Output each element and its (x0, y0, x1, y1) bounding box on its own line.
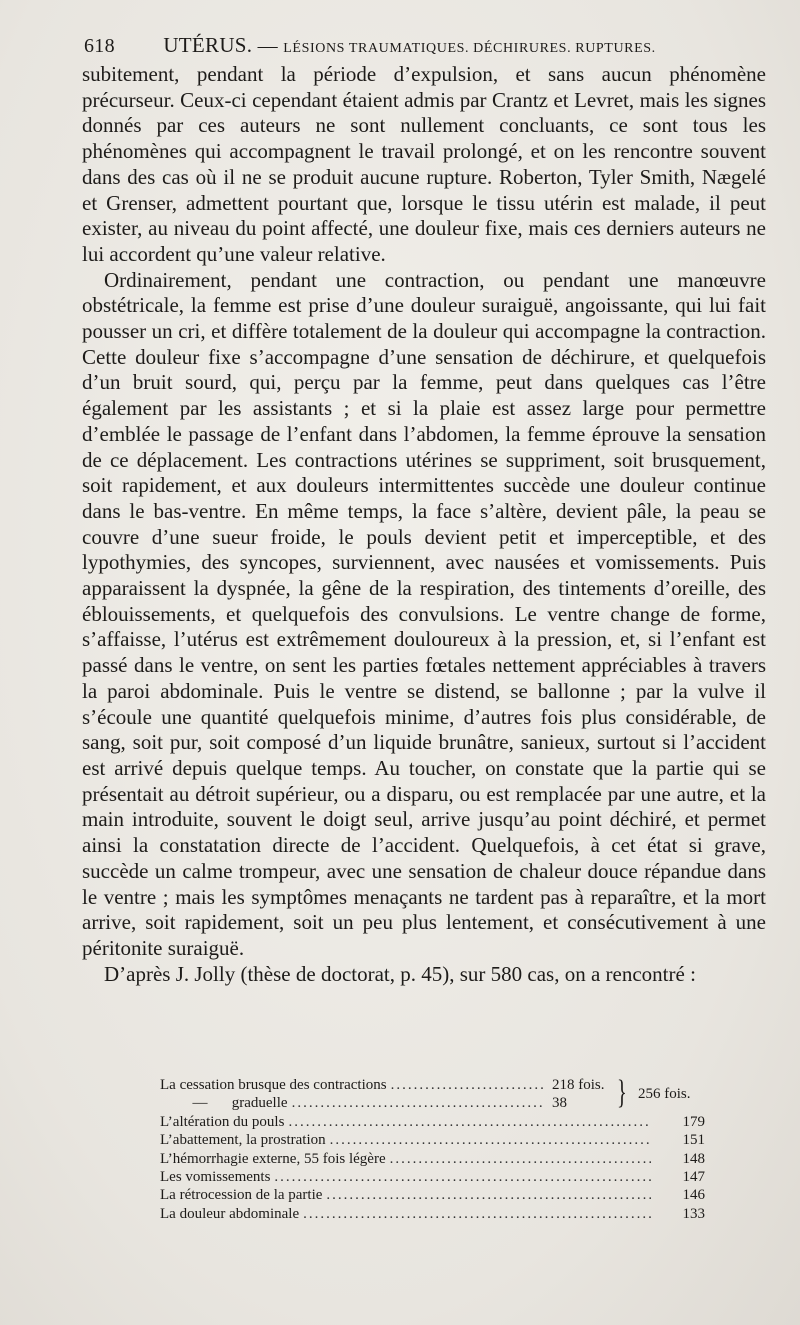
row-value: 148 (682, 1150, 705, 1167)
paragraph: D’après J. Jolly (thèse de doctorat, p. 45), sur 580 cas, on a rencontré : (104, 961, 696, 986)
header-separator: — (257, 35, 278, 57)
running-title: UTÉRUS. (163, 33, 253, 57)
row-value: 218 fois. (552, 1077, 605, 1093)
row-label: La douleur abdominale (160, 1205, 300, 1222)
leader-dots (288, 1113, 651, 1131)
table-row (160, 1094, 610, 1112)
table-row (160, 1150, 715, 1168)
row-value: 38 (552, 1095, 567, 1112)
brace: } (617, 1074, 627, 1111)
leader-dots (330, 1131, 651, 1149)
row-label: L’abattement, la prostration (160, 1132, 326, 1149)
row-label: L’altération du pouls (160, 1113, 285, 1130)
table-row (160, 1186, 715, 1204)
table-row (160, 1113, 715, 1131)
paragraph: subitement, pendant la période d’expulsion, et sans aucun phénomène précurseur. Ceux-ci cependant étaient admis par Crantz et Levret, mais les signes donnés par ces auteurs ne sont nullement concluants, ce sont tous les phénomènes qui accompagnent le travail prolongé, et on les rencontre souvent dans des cas où il ne se produit aucune rupture. Roberton, Tyler Smith, Nægelé et Grenser, admettent pourtant que, lorsque le tissu utérin est malade, il peut exister, au niveau du point affecté, une douleur fixe, mais ces derniers auteurs ne lui accordent qu’une valeur relative. (82, 62, 766, 266)
ditto-dash: — (192, 1095, 208, 1112)
row-label: Les vomissements (160, 1169, 271, 1186)
leader-dots (390, 1150, 651, 1168)
row-label: La rétrocession de la partie (160, 1187, 323, 1204)
contractions-group (160, 1076, 715, 1113)
row-label: La cessation brusque des contractions (160, 1077, 387, 1093)
leader-dots (274, 1168, 651, 1186)
symptom-table (160, 1076, 715, 1223)
row-value: 147 (682, 1169, 705, 1186)
leader-dots (303, 1205, 651, 1223)
row-value: 146 (682, 1187, 705, 1204)
leader-dots (391, 1076, 544, 1094)
table-row (160, 1168, 715, 1186)
running-header (84, 33, 764, 58)
page-number: 618 (84, 35, 115, 57)
paragraph: Ordinairement, pendant une contraction, ou pendant une manœuvre obstétricale, la femme est prise d’une douleur suraiguë, angoissante, qui lui fait pousser un cri, et diffère totalement de la douleur qui accompagne la contraction. Cette douleur fixe s’accompagne d’une sensation de déchirure, et quelquefois d’un bruit sourd, qui, perçu par la femme, peut dans quelques cas l’être également par les assistants ; et si la plaie est assez large pour permettre d’emblée le passage de l’enfant dans l’abdomen, la femme éprouve la sensation de ce déplacement. Les contractions utérines se suppriment, soit brusquement, soit rapidement, et aux douleurs intermittentes succède une douleur continue dans le bas-ventre. En même temps, la face s’altère, devient pâle, la peau se couvre d’une sueur froide, le pouls devient petit et imperceptible, et des lypothymies, des syncopes, surviennent, avec nausées et vomissements. Puis apparaissent la dyspnée, la gêne de la respiration, des tintements d’oreille, des éblouissements, et quelquefois des convulsions. Le ventre change de forme, s’affaisse, l’utérus est extrêmement douloureux à la pression, et, si l’enfant est passé dans le ventre, on sent les parties fœtales nettement appréciables à travers la paroi abdominale. Puis le ventre se distend, se ballonne ; par la vulve il s’écoule une quantité quelquefois minime, d’autres fois plus considérable, de sang, soit pur, soit composé d’un liquide brunâtre, sanieux, surtout si l’accident est arrivé depuis quelque temps. Au toucher, on constate que la partie qui se présentait au détroit supérieur, ou a disparu, ou est remplacée par une autre, et la main introduite, souvent le doigt seul, arrive jusqu’au point déchiré, et permet ainsi la constatation directe de l’accident. Quelquefois, à cet état si grave, succède un calme trompeur, avec une sensation de chaleur douce répandue dans le ventre ; mais les symptômes menaçants ne tardent pas à reparaître, et la mort arrive, soit rapidement, soit un peu plus lentement, et consécutivement à une péritonite suraiguë. (82, 267, 766, 960)
table-row (160, 1131, 715, 1149)
header-subtitle: LÉSIONS TRAUMATIQUES. DÉCHIRURES. RUPTURES. (283, 41, 656, 56)
leader-dots (326, 1186, 651, 1204)
table-row (160, 1076, 610, 1094)
body-text (82, 62, 766, 987)
row-value: 151 (682, 1132, 705, 1149)
group-total: 256 fois. (638, 1086, 691, 1102)
row-value: 179 (682, 1113, 705, 1130)
row-label: L’hémorrhagie externe, 55 fois légère (160, 1150, 386, 1167)
leader-dots (292, 1094, 544, 1112)
row-label: — graduelle (160, 1094, 288, 1112)
table-row (160, 1205, 715, 1223)
row-value: 133 (682, 1205, 705, 1222)
